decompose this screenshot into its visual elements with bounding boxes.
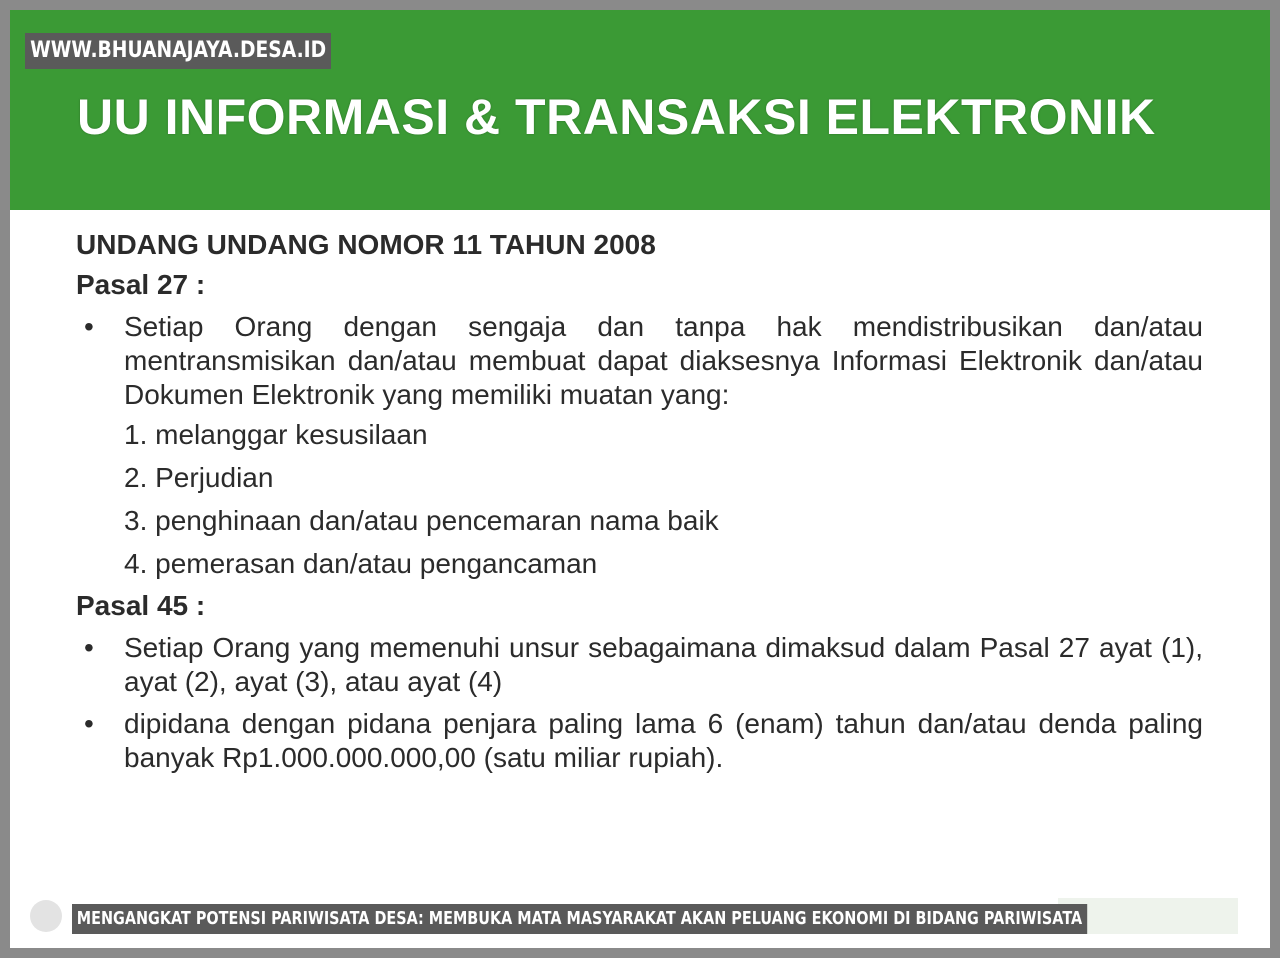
pasal-45-bullet-2: [76, 707, 1203, 775]
pasal-27-text: Setiap Orang dengan sengaja dan tanpa hak mendistribusikan dan/atau mentransmisikan dan/atau membuat dapat diaksesnya Informasi Elektronik dan/atau Dokumen Elektronik yang memiliki muatan yang:: [124, 311, 1203, 410]
slide-title: UU INFORMASI & TRANSAKSI ELEKTRONIK: [77, 89, 1156, 145]
pasal-27-bullet: [76, 310, 1203, 412]
pasal-27-list: [124, 418, 1203, 581]
slide: [10, 10, 1270, 948]
pasal-45-bullet-1: [76, 631, 1203, 699]
bullet-dot: •: [84, 311, 94, 342]
pasal-27-heading: Pasal 27 :: [76, 269, 206, 300]
bullet-dot: •: [84, 708, 94, 739]
caption-banner: MENGANGKAT POTENSI PARIWISATA DESA: MEMBUKA MATA MASYARAKAT AKAN PELUANG EKONOMI DI BIDANG PARIWISATA: [72, 904, 1087, 934]
list-item: 1. melanggar kesusilaan: [124, 419, 428, 450]
list-item: 3. penghinaan dan/atau pencemaran nama baik: [124, 505, 719, 536]
site-watermark: WWW.BHUANAJAYA.DESA.ID: [25, 33, 331, 69]
pasal-45-heading: Pasal 45 :: [76, 590, 206, 621]
slide-content: [76, 228, 1203, 775]
list-item: 4. pemerasan dan/atau pengancaman: [124, 548, 598, 579]
law-title: UNDANG UNDANG NOMOR 11 TAHUN 2008: [76, 229, 656, 260]
bullet-dot: •: [84, 632, 94, 663]
left-logo-icon: [30, 900, 62, 932]
list-item: 2. Perjudian: [124, 462, 274, 493]
pasal-45-text-2: dipidana dengan pidana penjara paling lama 6 (enam) tahun dan/atau denda paling banyak Rp1.000.000.000,00 (satu miliar rupiah).: [124, 708, 1203, 773]
pasal-45-text-1: Setiap Orang yang memenuhi unsur sebagaimana dimaksud dalam Pasal 27 ayat (1), ayat (2), ayat (3), atau ayat (4): [124, 632, 1203, 697]
